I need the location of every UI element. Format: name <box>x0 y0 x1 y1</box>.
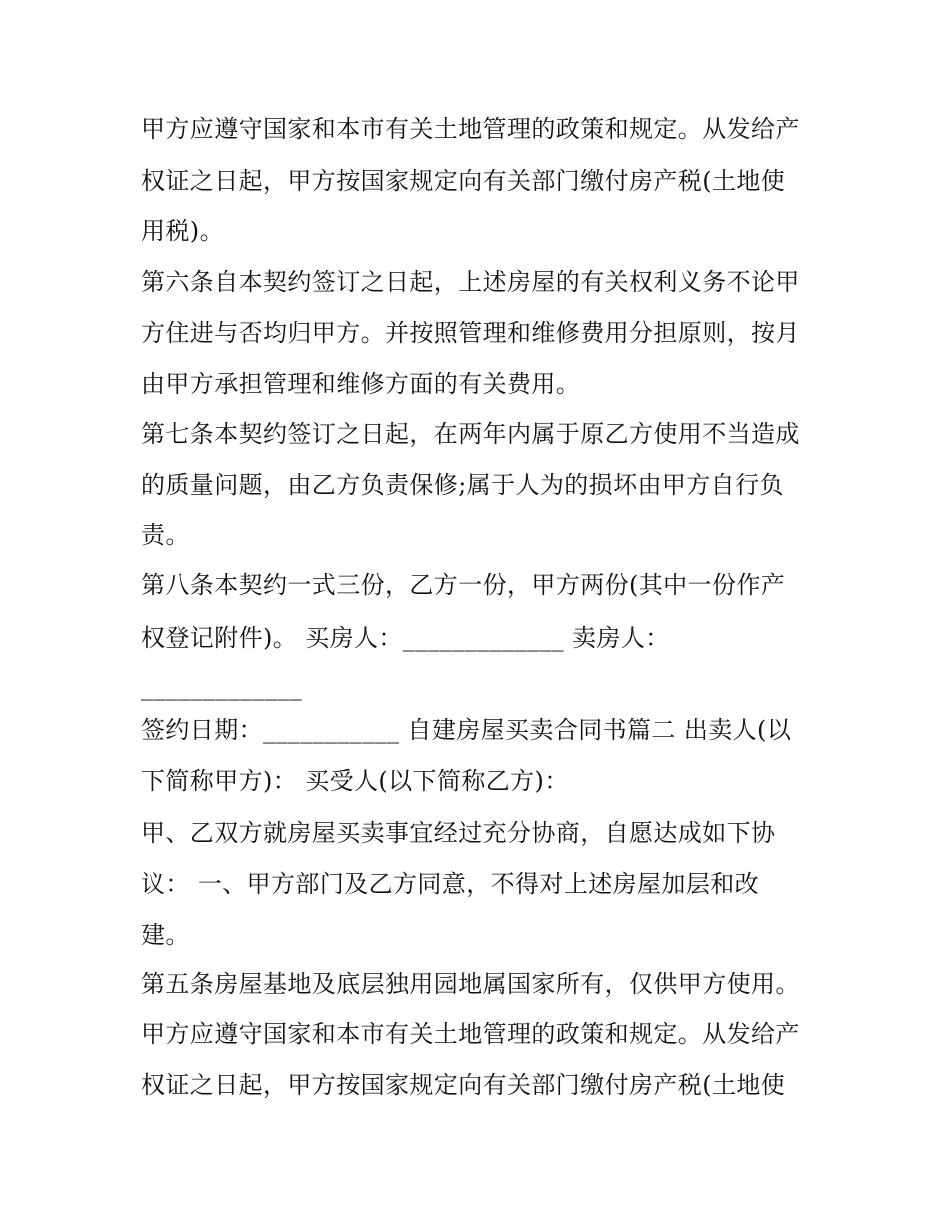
text-line: 第六条自本契约签订之日起，上述房屋的有关权利义务不论甲 <box>141 268 800 296</box>
text-line: 下简称甲方)： 买受人(以下简称乙方)： <box>141 767 569 795</box>
text-line: 责。 <box>141 521 190 549</box>
text-line: 权证之日起，甲方按国家规定向有关部门缴付房产税(土地使 <box>141 167 786 195</box>
text-line: 用税)。 <box>141 217 224 245</box>
text-line: 第五条房屋基地及底层独用园地属国家所有，仅供甲方使用。 <box>141 970 800 998</box>
signature-blank-line: _____________ <box>141 673 303 701</box>
text-line: 的质量问题，由乙方负责保修;属于人为的损坏由甲方自行负 <box>141 471 784 499</box>
text-line: 第七条本契约签订之日起，在两年内属于原乙方使用不当造成 <box>141 420 800 448</box>
text-line: 建。 <box>141 921 190 949</box>
text-line: 议： 一、甲方部门及乙方同意，不得对上述房屋加层和改 <box>141 870 760 898</box>
text-line: 甲方应遵守国家和本市有关土地管理的政策和规定。从发给产 <box>141 1020 800 1048</box>
text-line: 方住进与否均归甲方。并按照管理和维修费用分担原则，按月 <box>141 319 800 347</box>
text-line: 第八条本契约一式三份，乙方一份，甲方两份(其中一份作产 <box>141 571 786 599</box>
text-line: 权登记附件)。 买房人：_____________ 卖房人： <box>141 624 670 652</box>
text-line: 由甲方承担管理和维修方面的有关费用。 <box>141 370 581 398</box>
text-line: 权证之日起，甲方按国家规定向有关部门缴付房产税(土地使 <box>141 1071 786 1099</box>
text-line: 甲、乙双方就房屋买卖事宜经过充分协商，自愿达成如下协 <box>141 819 776 847</box>
text-line: 签约日期：___________ 自建房屋买卖合同书篇二 出卖人(以 <box>141 716 792 744</box>
text-line: 甲方应遵守国家和本市有关土地管理的政策和规定。从发给产 <box>141 115 800 143</box>
